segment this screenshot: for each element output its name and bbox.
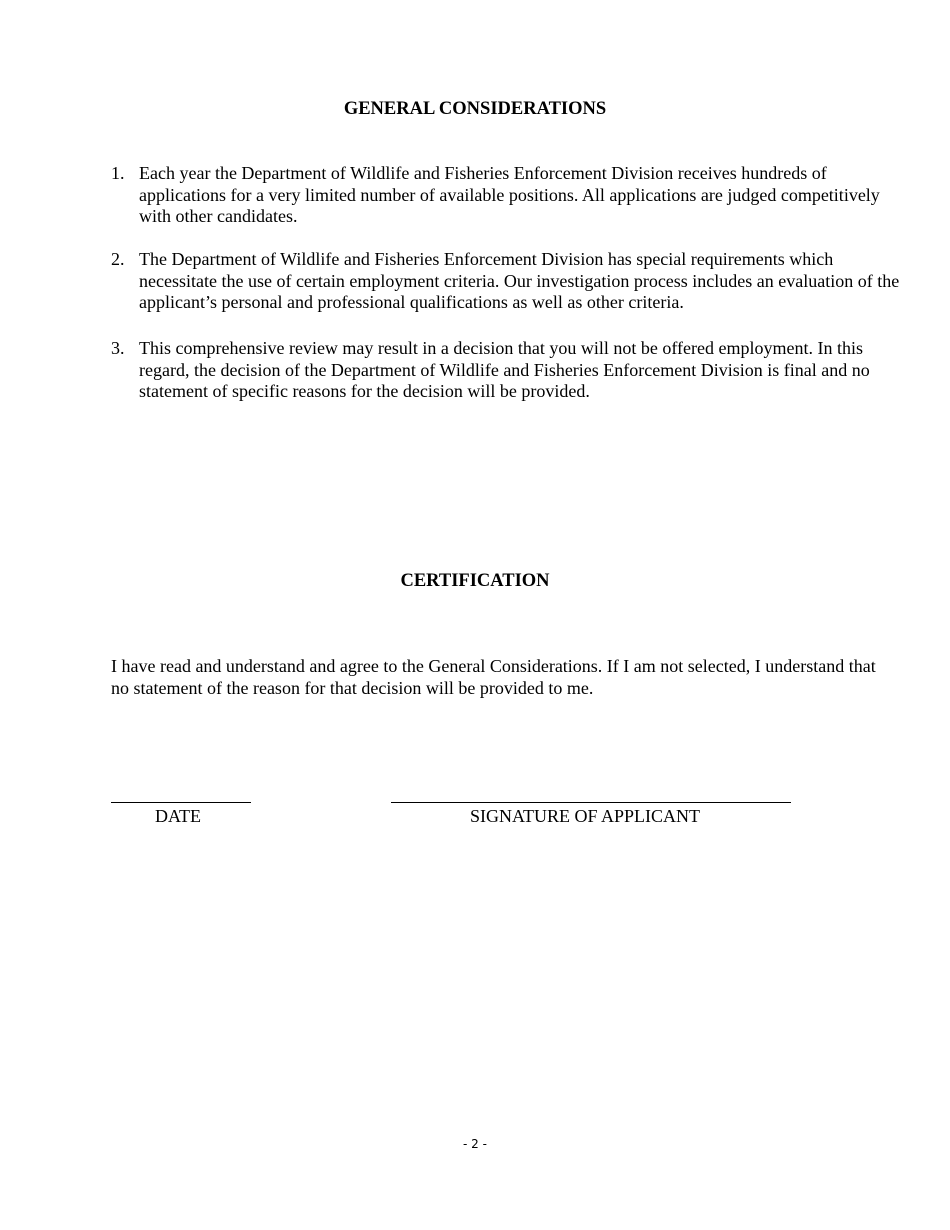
- signature-line: [391, 802, 791, 803]
- list-item-text: This comprehensive review may result in a decision that you will not be offered employment. In this regard, the decision of the Department of Wildlife and Fisheries Enforcement Division is final and no statement of specific reasons for the decision will be provided.: [139, 338, 870, 401]
- list-item-text: The Department of Wildlife and Fisheries Enforcement Division has special requirements which necessitate the use of certain employment criteria. Our investigation process includes an evaluation of the applicant’s personal and professional qualifications as well as other criteria.: [139, 249, 900, 312]
- list-item-number: 1.: [111, 163, 125, 183]
- list-item-number: 2.: [111, 249, 125, 269]
- signature-label: SIGNATURE OF APPLICANT: [469, 806, 701, 826]
- date-line: [111, 802, 251, 803]
- certification-statement: I have read and understand and agree to the General Considerations. If I am not selected, I understand that no statement of the reason for that decision will be provided to me.: [111, 656, 876, 698]
- page-number: - 2 -: [463, 1137, 487, 1151]
- date-label: DATE: [155, 806, 201, 826]
- certification-heading: CERTIFICATION: [400, 571, 550, 591]
- general-considerations-heading: GENERAL CONSIDERATIONS: [343, 99, 607, 119]
- list-item-text: Each year the Department of Wildlife and Fisheries Enforcement Division receives hundreds of applications for a very limited number of available positions. All applications are judged competitively with other candidates.: [139, 163, 880, 226]
- list-item-number: 3.: [111, 338, 125, 358]
